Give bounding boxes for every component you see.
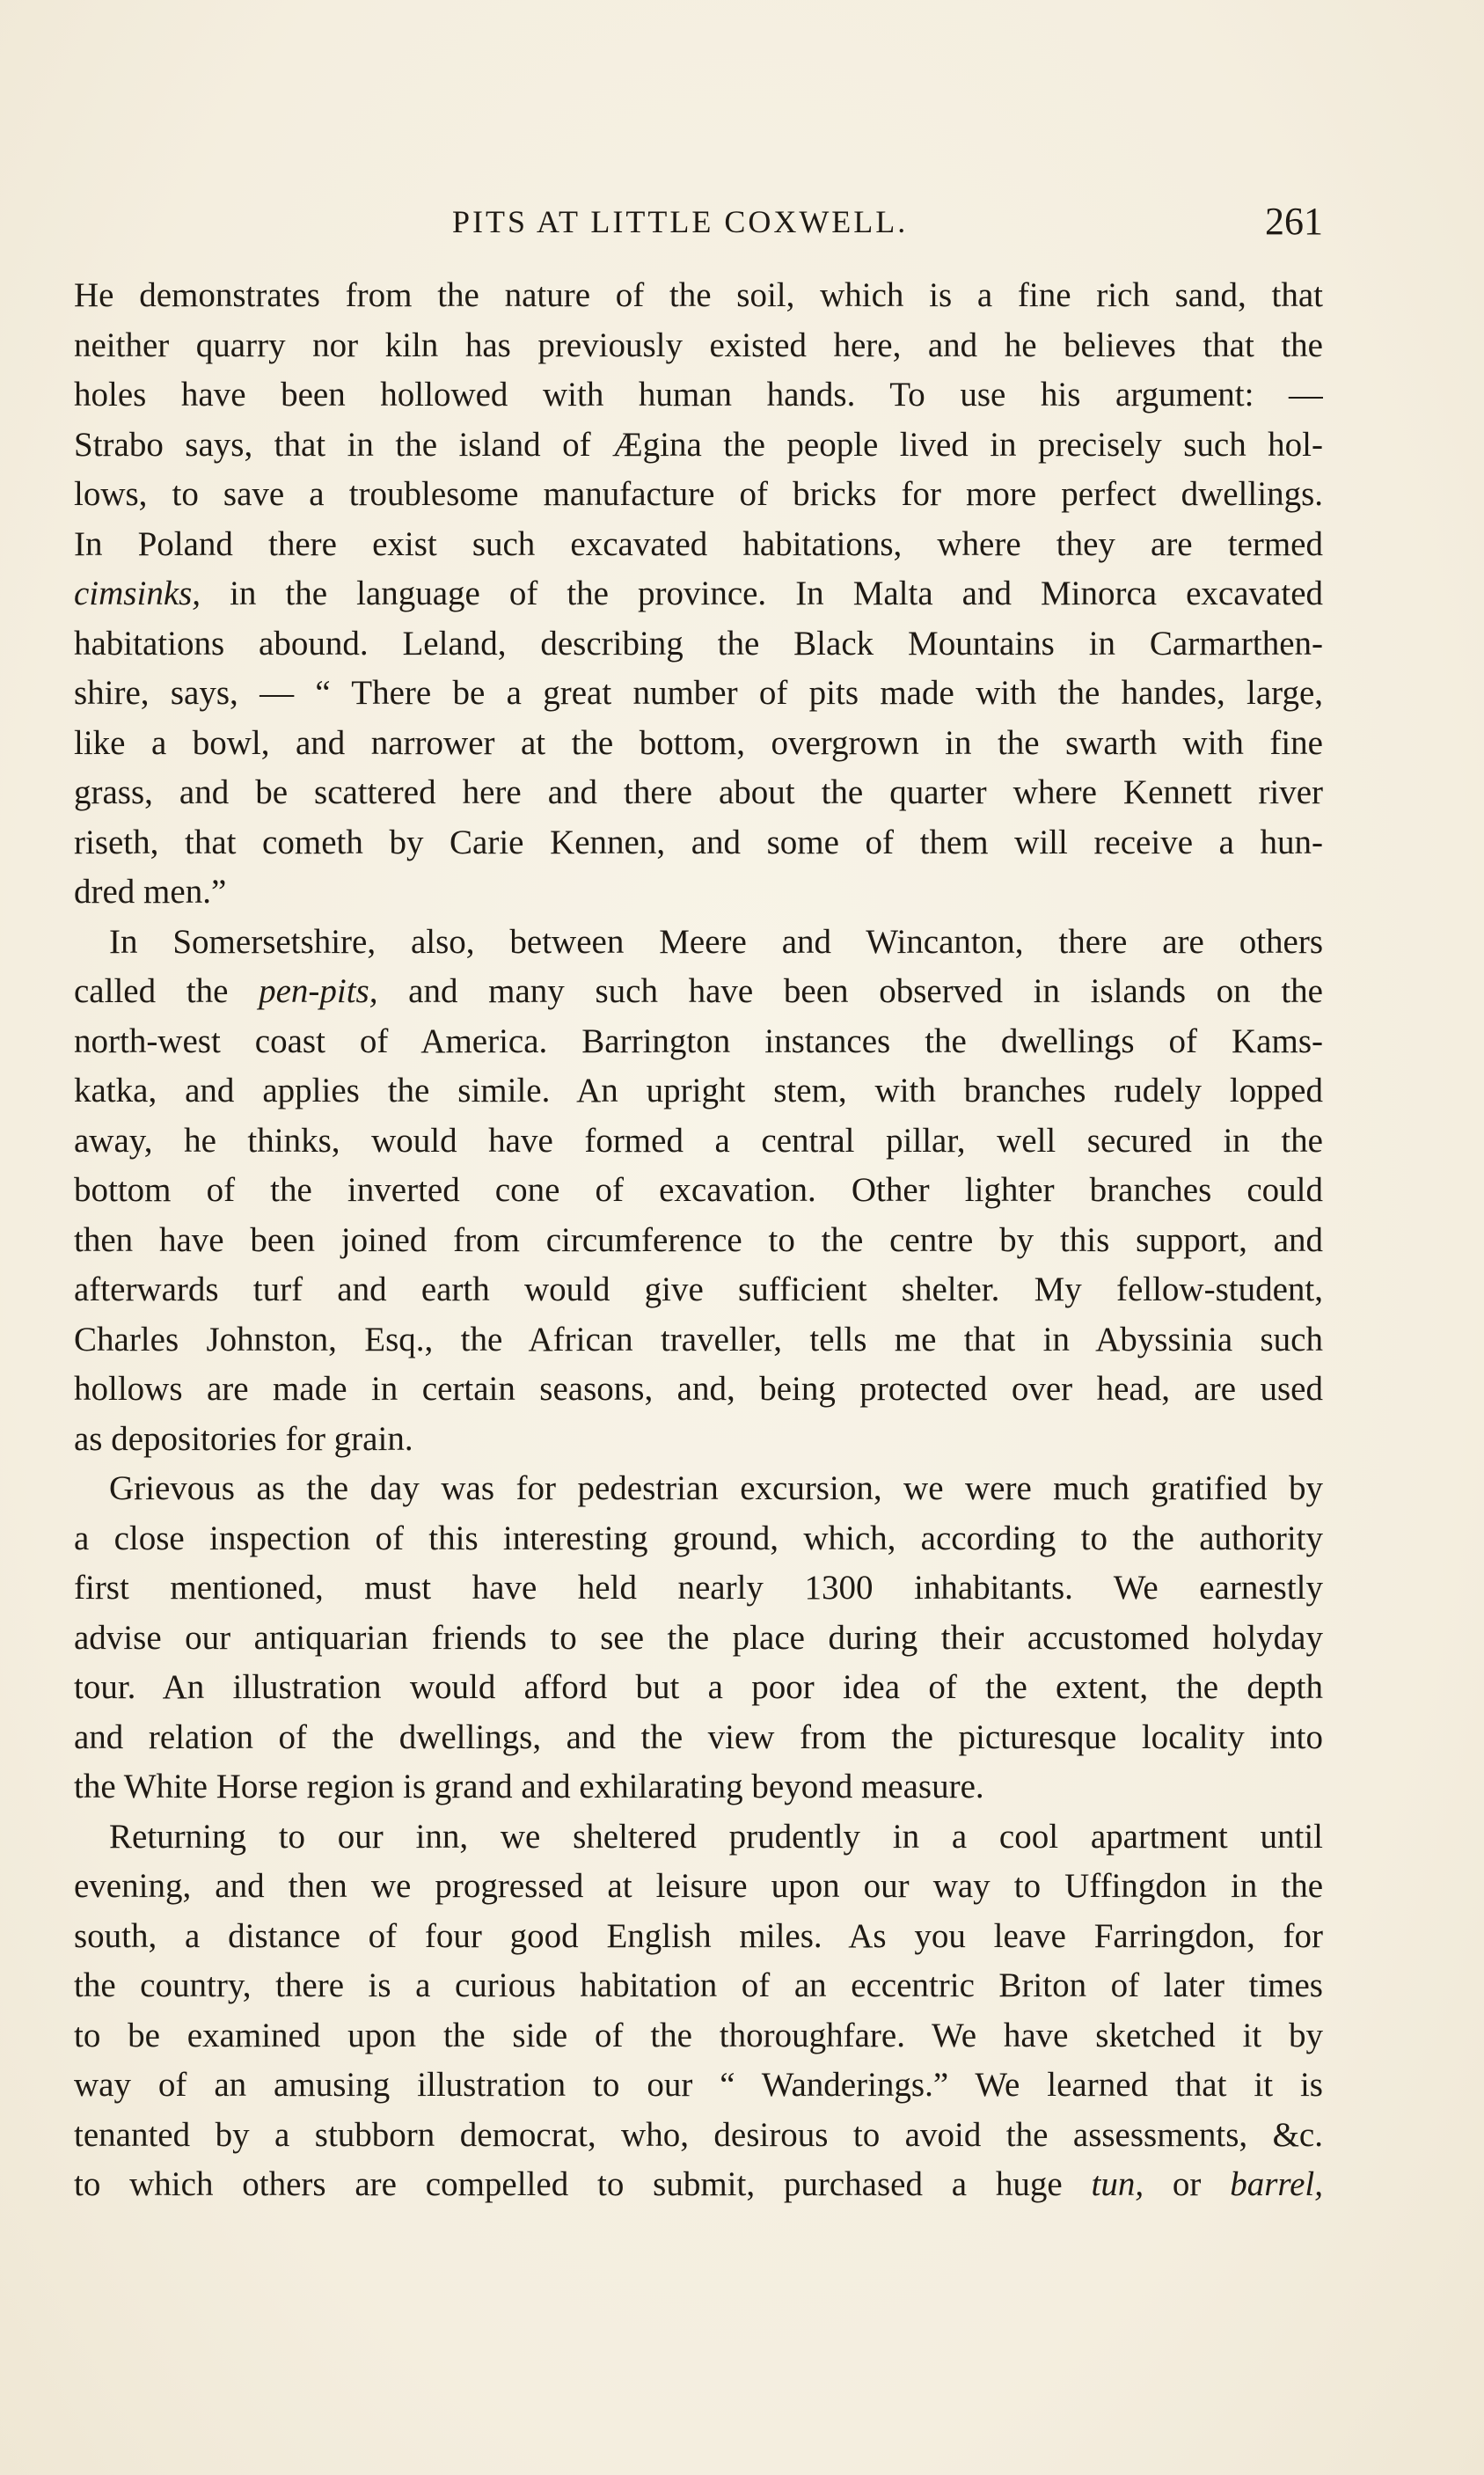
text-line: In Somersetshire, also, between Meere and Wincanton, there are others <box>109 922 1323 961</box>
text-line: advise our antiquarian friends to see the place during their accustomed holyday <box>74 1618 1323 1657</box>
text-line: katka, and applies the simile. An upright stem, with branches rudely lopped <box>74 1072 1323 1109</box>
text-line: north-west coast of America. Barrington instances the dwellings of Kams- <box>74 1021 1323 1060</box>
text-line: evening, and then we progressed at leisure upon our way to Uffingdon in the <box>74 1867 1323 1905</box>
text-line: lows, to save a troublesome manufacture of bricks for more perfect dwellings. <box>74 475 1323 513</box>
text-line: to be examined upon the side of the thoroughfare. We have sketched it by <box>74 2016 1323 2054</box>
text-line: away, he thinks, would have formed a central pillar, well secured in the <box>74 1121 1323 1160</box>
text-line: Charles Johnston, Esq., the African traveller, tells me that in Abyssinia such <box>74 1320 1323 1358</box>
text-line: the country, there is a curious habitation of an eccentric Briton of later times <box>74 1966 1323 2004</box>
text-line: like a bowl, and narrower at the bottom, overgrown in the swarth with fine <box>74 723 1323 762</box>
page-number: 261 <box>1265 200 1323 243</box>
text-line: a close inspection of this interesting ground, which, according to the authority <box>74 1519 1323 1557</box>
text-line: shire, says, — “ There be a great number of pits made with the handes, large, <box>74 674 1323 712</box>
text-line: way of an amusing illustration to our “ Wanderings.” We learned that it is <box>74 2066 1323 2104</box>
text-line <box>74 967 1323 1017</box>
text-line: Returning to our inn, we sheltered prudently in a cool apartment until <box>109 1817 1323 1856</box>
text-segment: and many such have been observed in islands on the <box>377 972 1323 1010</box>
text-line: grass, and be scattered here and there about the quarter where Kennett river <box>74 773 1323 811</box>
text-line: Strabo says, that in the island of Ægina the people lived in precisely such hol- <box>74 425 1323 464</box>
text-line: riseth, that cometh by Carie Kennen, and some of them will receive a hun- <box>74 823 1323 861</box>
text-line: the White Horse region is grand and exhilarating beyond measure. <box>74 1768 984 1805</box>
italic-term: tun, <box>1091 2165 1144 2203</box>
text-line: tour. An illustration would afford but a poor idea of the extent, the depth <box>74 1668 1323 1706</box>
text-line <box>74 2160 1323 2210</box>
text-line: neither quarry nor kiln has previously existed here, and he believes that the <box>74 326 1323 364</box>
text-line: hollows are made in certain seasons, and, being protected over head, are used <box>74 1370 1323 1408</box>
text-line: as depositories for grain. <box>74 1419 413 1458</box>
italic-term: barrel, <box>1230 2165 1323 2203</box>
text-line: afterwards turf and earth would give sufficient shelter. My fellow-student, <box>74 1270 1323 1308</box>
text-line: habitations abound. Leland, describing the Black Mountains in Carmarthen- <box>74 624 1323 663</box>
text-line: dred men.” <box>74 873 227 911</box>
text-line: holes have been hollowed with human hands. To use his argument: — <box>74 376 1323 414</box>
text-line <box>74 569 1323 619</box>
italic-term: cimsinks, <box>74 575 201 612</box>
text-segment: in the language of the province. In Malta and Minorca excavated <box>201 575 1323 612</box>
text-line: Grievous as the day was for pedestrian excursion, we were much gratified by <box>109 1469 1323 1507</box>
text-line: bottom of the inverted cone of excavation. Other lighter branches could <box>74 1171 1323 1209</box>
running-title: PITS AT LITTLE COXWELL. <box>452 204 909 239</box>
text-line: south, a distance of four good English miles. As you leave Farringdon, for <box>74 1916 1323 1955</box>
text-line: first mentioned, must have held nearly 1300 inhabitants. We earnestly <box>74 1569 1323 1607</box>
text-line: and relation of the dwellings, and the view from the picturesque locality into <box>74 1717 1323 1756</box>
text-line: tenanted by a stubborn democrat, who, desirous to avoid the assessments, &c. <box>74 2115 1323 2154</box>
text-segment: or <box>1144 2165 1231 2203</box>
italic-term: pen-pits, <box>259 972 378 1010</box>
body-text <box>74 271 1323 2210</box>
text-line: then have been joined from circumference to the centre by this support, and <box>74 1220 1323 1259</box>
text-segment: called the <box>74 972 260 1010</box>
text-segment: to which others are compelled to submit, purchased a huge <box>74 2165 1092 2203</box>
page-header <box>74 195 1323 248</box>
text-line: He demonstrates from the nature of the soil, which is a fine rich sand, that <box>74 276 1323 314</box>
text-line: In Poland there exist such excavated habitations, where they are termed <box>74 524 1323 563</box>
